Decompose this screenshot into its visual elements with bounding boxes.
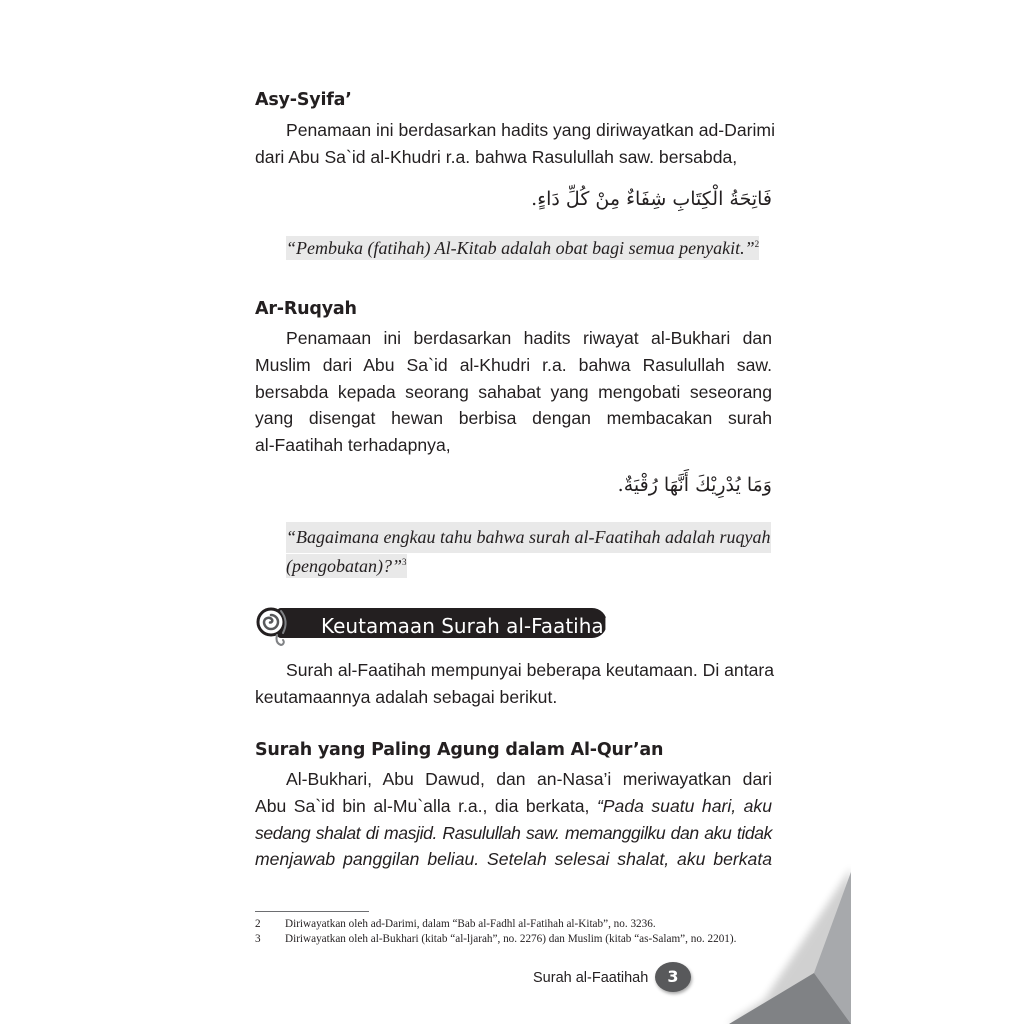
text-line: al-Faatihah terhadapnya, [255, 435, 451, 456]
banner-title: Keutamaan Surah al-Faatihah [321, 614, 617, 638]
text-line: Penamaan ini berdasarkan hadits yang diriwayatkan ad-Darimi [286, 120, 775, 140]
text-line: Penamaan ini berdasarkan hadits riwayat al-Bukhari dan [286, 328, 772, 348]
footnote-text: Diriwayatkan oleh al-Bukhari (kitab “al-ljarah”, no. 2276) dan Muslim (kitab “as-Salam”, no. 2201). [285, 933, 737, 945]
text-line [255, 793, 772, 820]
heading-paling-agung: Surah yang Paling Agung dalam Al-Qur’an [255, 740, 664, 760]
text-line: Muslim dari Abu Sa`id al-Khudri r.a. bahwa Rasulullah saw. [255, 354, 772, 375]
text-line: sedang shalat di masjid. Rasulullah saw. memanggilku dan aku tidak [255, 822, 772, 843]
swirl-ornament-icon [255, 605, 295, 651]
footnote-ref[interactable]: 2 [754, 239, 760, 249]
paragraph-asy-syifa [255, 117, 775, 171]
banner-bar [277, 608, 617, 638]
translation-quote-syifa [286, 235, 773, 262]
paragraph-ar-ruqyah [255, 325, 772, 459]
text-line: dari Abu Sa`id al-Khudri r.a. bahwa Rasulullah saw. bersabda, [255, 146, 738, 167]
paragraph-paling-agung [255, 766, 772, 873]
heading-ar-ruqyah: Ar-Ruqyah [255, 299, 357, 319]
text-plain: Abu Sa`id bin al-Mu`alla r.a., dia berkata, [255, 795, 597, 816]
arabic-hadith-ruqyah: وَمَا يُدْرِيْكَ أَنَّهَا رُقْيَةٌ. [617, 474, 772, 496]
running-head: Surah al-Faatihah [533, 970, 649, 986]
footnote-number: 3 [255, 933, 261, 945]
footnote-3 [255, 933, 736, 945]
text-line: keutamaannya adalah sebagai berikut. [255, 686, 558, 707]
footnote-text: Diriwayatkan oleh ad-Darimi, dalam “Bab al-Fadhl al-Fatihah al-Kitab”, no. 3236. [285, 918, 656, 930]
heading-asy-syifa: Asy-Syifa’ [255, 90, 352, 110]
section-banner [255, 605, 615, 639]
paragraph-keutamaan-intro [255, 657, 775, 711]
footnote-divider [255, 911, 369, 912]
text-line: yang disengat hewan berbisa dengan membacakan surah [255, 408, 772, 429]
footnote-2 [255, 918, 656, 930]
text-line: bersabda kepada seorang sahabat yang mengobati seseorang [255, 381, 772, 402]
footnote-ref[interactable]: 3 [402, 556, 407, 567]
arabic-hadith-syifa: فَاتِحَةُ الْكِتَابِ شِفَاءٌ مِنْ كُلِّ دَاءٍ. [531, 188, 772, 210]
book-page [174, 0, 851, 1024]
footnote-number: 2 [255, 918, 261, 930]
text-line: Surah al-Faatihah mempunyai beberapa keutamaan. Di antara [286, 660, 775, 680]
quote-text: (pengobatan)?” [286, 555, 402, 576]
text-line: menjawab panggilan beliau. Setelah selesai shalat, aku berkata [255, 849, 772, 870]
text-italic: “Pada suatu hari, aku [596, 795, 772, 816]
text-line: Al-Bukhari, Abu Dawud, dan an-Nasa’i meriwayatkan dari [286, 769, 772, 789]
quote-text: “Pembuka (fatihah) Al-Kitab adalah obat bagi semua penyakit.” [286, 238, 755, 258]
quote-text: “Bagaimana engkau tahu bahwa surah al-Faatihah adalah ruqyah [286, 522, 771, 553]
page-number-badge: 3 [655, 962, 691, 992]
translation-quote-ruqyah [286, 522, 773, 579]
